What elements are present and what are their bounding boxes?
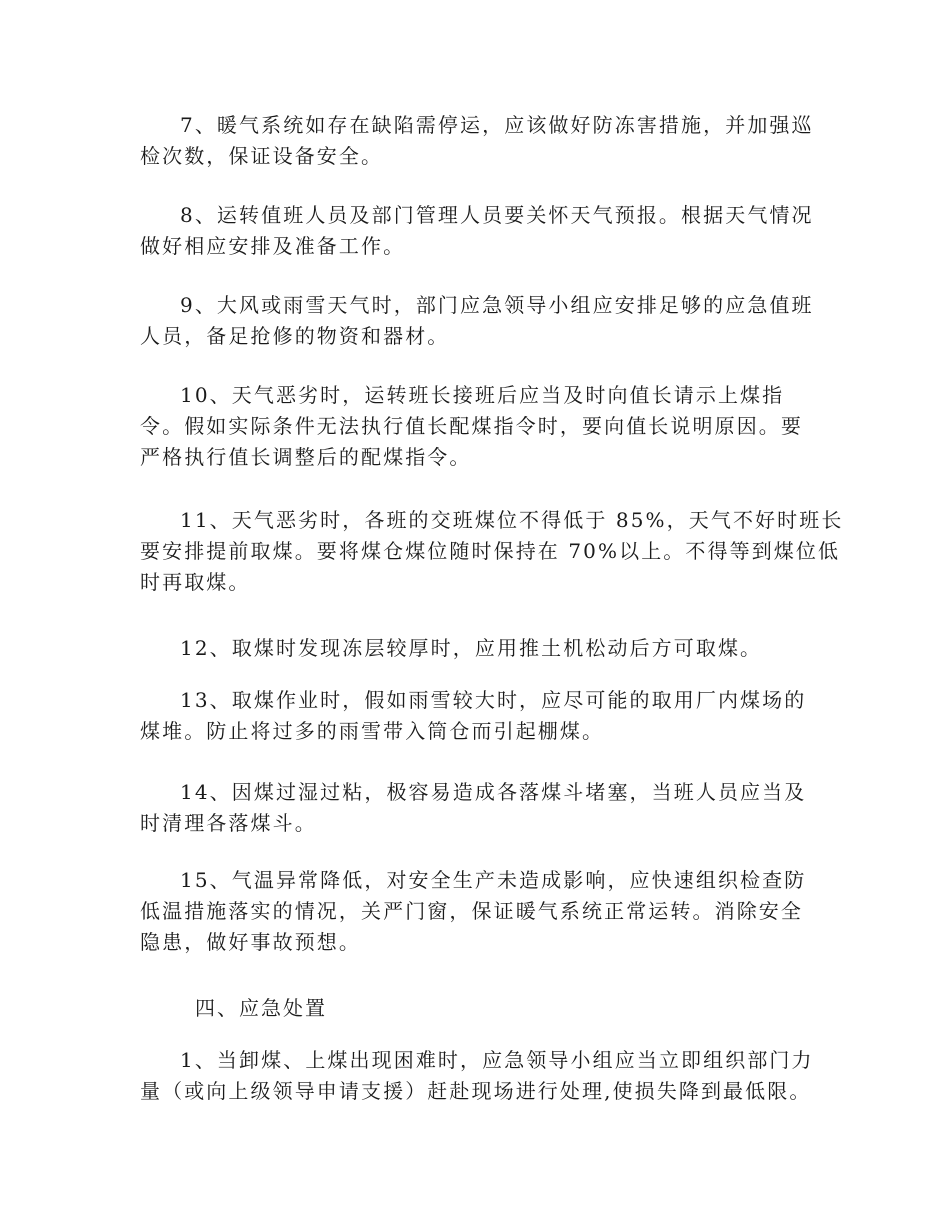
paragraph-item-7 (140, 110, 814, 172)
text-line: 人员，备足抢修的物资和器材。 (140, 324, 450, 348)
section-heading: 四、应急处置 (195, 996, 327, 1020)
text-line: 10、天气恶劣时，运转班长接班后应当及时向值长请示上煤指 (180, 383, 785, 407)
paragraph-item-9 (140, 290, 814, 352)
paragraph-item-13 (140, 685, 810, 747)
text-line: 煤堆。防止将过多的雨雪带入筒仓而引起棚煤。 (140, 719, 605, 743)
text-line: 隐患，做好事故预想。 (140, 930, 361, 954)
text-line: 14、因煤过湿过粘，极容易造成各落煤斗堵塞，当班人员应当及 (180, 780, 807, 804)
text-line: 令。假如实际条件无法执行值长配煤指令时，要向值长说明原因。要 (140, 414, 803, 438)
paragraph-item-10 (140, 380, 810, 473)
text-line: 13、取煤作业时，假如雨雪较大时，应尽可能的取用厂内煤场的 (180, 688, 807, 712)
text-line: 1、当卸煤、上煤出现困难时，应急领导小组应当立即组织部门力 (180, 1048, 814, 1072)
paragraph-item-8 (140, 200, 814, 262)
text-line: 15、气温异常降低，对安全生产未造成影响，应快速组织检查防 (180, 868, 807, 892)
text-line: 检次数，保证设备安全。 (140, 144, 384, 168)
text-line: 严格执行值长调整后的配煤指令。 (140, 445, 472, 469)
text-line: 8、运转值班人员及部门管理人员要关怀天气预报。根据天气情况 (180, 203, 814, 227)
paragraph-item-15 (140, 865, 810, 958)
text-line: 11、天气恶劣时，各班的交班煤位不得低于 85%，天气不好时班长 (180, 508, 844, 532)
text-line: 7、暖气系统如存在缺陷需停运，应该做好防冻害措施，并加强巡 (180, 113, 814, 137)
paragraph-item-response-1 (140, 1045, 814, 1107)
paragraph-item-14 (140, 777, 810, 839)
text-line: 9、大风或雨雪天气时，部门应急领导小组应安排足够的应急值班 (180, 293, 814, 317)
paragraph-item-11 (140, 505, 844, 598)
text-line: 量（或向上级领导申请支援）赶赴现场进行处理,使损失降到最低限。 (140, 1079, 812, 1103)
text-line: 时再取煤。 (140, 570, 251, 594)
paragraph-item-12 (140, 633, 810, 664)
text-line: 要安排提前取煤。要将煤仓煤位随时保持在 70%以上。不得等到煤位低 (140, 539, 841, 563)
text-line: 12、取煤时发现冻层较厚时，应用推土机松动后方可取煤。 (180, 636, 763, 660)
text-line: 做好相应安排及准备工作。 (140, 234, 406, 258)
text-line: 低温措施落实的情况，关严门窗，保证暖气系统正常运转。消除安全 (140, 899, 803, 923)
text-line: 时清理各落煤斗。 (140, 811, 317, 835)
